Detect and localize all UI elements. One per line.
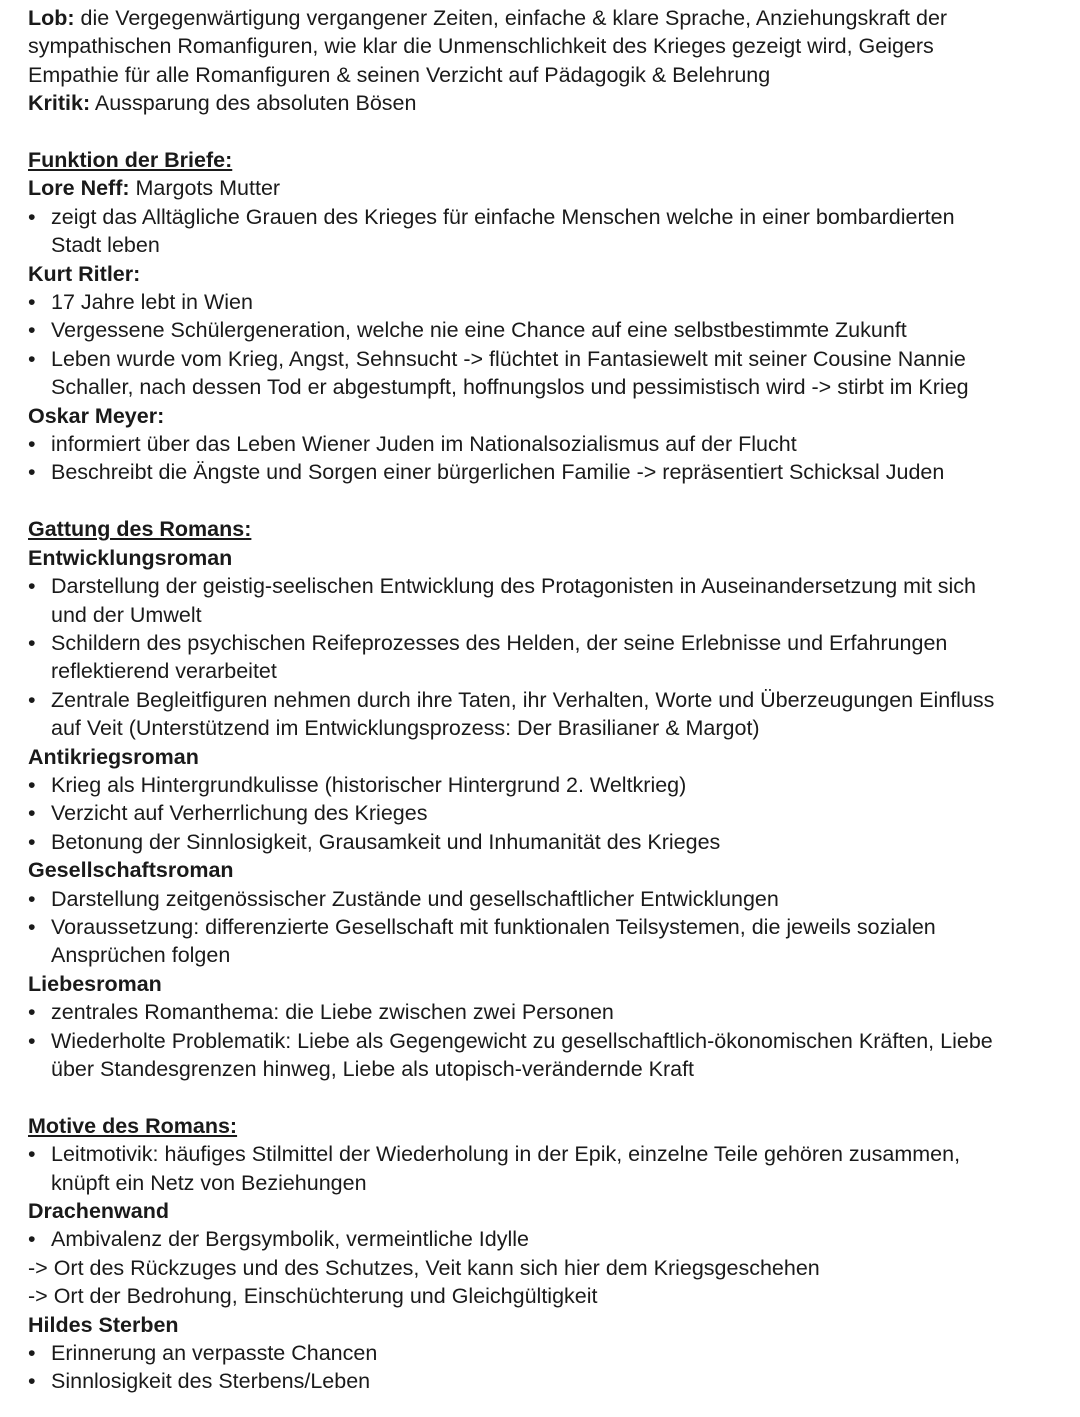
bullet-icon: • [28,1227,36,1252]
bullet-text: über Standesgrenzen hinweg, Liebe als utopisch-verändernde Kraft [51,1057,695,1081]
bullet-item [28,828,1068,856]
document-page [28,4,1068,1396]
bullet-icon: • [28,574,36,599]
bullet-icon: • [28,630,36,655]
bullet-text: Darstellung zeitgenössischer Zustände und gesellschaftlicher Entwicklungen [51,886,779,911]
oskar-label: Oskar Meyer: [28,403,165,428]
gesellschaft-label: Gesellschaftsroman [28,858,234,883]
bullet-item [28,885,1068,913]
bullet-text: Wiederholte Problematik: Liebe als Gegengewicht zu gesellschaftlich-ökonomischen Kräften, Liebe [51,1028,993,1053]
bullet-text: informiert über das Leben Wiener Juden im Nationalsozialismus auf der Flucht [51,432,797,457]
drachenwand-bullets [28,1225,1068,1253]
bullet-text: Stadt leben [51,233,160,258]
hilde-bullets [28,1339,1068,1396]
kurt-bullets [28,288,1068,402]
lore-bullets [28,203,1068,260]
bullet-text: knüpft ein Netz von Beziehungen [51,1170,367,1195]
bullet-item [28,430,1068,458]
lob-line-1 [28,4,1068,32]
bullet-text: Leben wurde vom Krieg, Angst, Sehnsucht -> flüchtet in Fantasiewelt mit seiner Cousine Nannie [51,346,966,371]
kritik-label: Kritik: [28,91,91,116]
bullet-icon: • [28,432,36,457]
bullet-icon: • [28,1341,36,1366]
bullet-item [28,345,1068,402]
bullet-text: Sinnlosigkeit des Sterbens/Leben [51,1369,371,1394]
bullet-text: Schildern des psychischen Reifeprozesses des Helden, der seine Erlebnisse und Erfahrungen [51,630,948,655]
bullet-icon: • [28,1142,36,1167]
bullet-item [28,998,1068,1026]
lore-text: Margots Mutter [129,176,281,201]
kurt-label: Kurt Ritler: [28,261,141,286]
lore-line [28,174,1068,202]
bullet-item [28,288,1068,316]
motive-heading: Motive des Romans: [28,1113,238,1138]
bullet-item [28,203,1068,260]
bullet-text: Erinnerung an verpasste Chancen [51,1341,378,1366]
bullet-text: Schaller, nach dessen Tod er abgestumpft, hoffnungslos und pessimistisch wird -> stirbt im Krieg [51,375,969,400]
bullet-text: reflektierend verarbeitet [51,659,277,684]
bullet-text: Vergessene Schülergeneration, welche nie eine Chance auf eine selbstbestimmte Zukunft [51,318,907,343]
bullet-icon: • [28,204,36,229]
entwicklung-bullets [28,572,1068,742]
gesellschaft-bullets [28,885,1068,970]
bullet-icon: • [28,1369,36,1394]
bullet-item [28,1367,1068,1395]
bullet-text: Darstellung der geistig-seelischen Entwicklung des Protagonisten in Auseinandersetzung mit sich [51,574,977,599]
bullet-item [28,458,1068,486]
lob-label: Lob: [28,6,75,30]
motive-intro-bullets [28,1140,1068,1197]
kritik-line [28,89,1068,117]
liebe-bullets [28,998,1068,1083]
bullet-icon: • [28,460,36,485]
bullet-icon: • [28,829,36,854]
antikrieg-label: Antikriegsroman [28,744,199,769]
drachenwand-label: Drachenwand [28,1199,169,1224]
bullet-icon: • [28,346,36,371]
bullet-text: zentrales Romanthema: die Liebe zwischen zwei Personen [51,1000,614,1025]
bullet-text: Leitmotivik: häufiges Stilmittel der Wiederholung in der Epik, einzelne Teile gehören zusammen, [51,1142,961,1167]
gattung-heading: Gattung des Romans: [28,517,252,542]
drachenwand-arrow-2: -> Ort der Bedrohung, Einschüchterung und Gleichgültigkeit [28,1284,598,1309]
oskar-bullets [28,430,1068,487]
bullet-item [28,572,1068,629]
bullet-icon: • [28,1028,36,1053]
bullet-item [28,1339,1068,1367]
bullet-text: 17 Jahre lebt in Wien [51,290,253,315]
bullet-text: zeigt das Alltägliche Grauen des Krieges für einfache Menschen welche in einer bombardierten [51,204,955,229]
bullet-icon: • [28,318,36,343]
bullet-item [28,1225,1068,1253]
antikrieg-bullets [28,771,1068,856]
bullet-icon: • [28,1000,36,1025]
bullet-item [28,1140,1068,1197]
bullet-text: Krieg als Hintergrundkulisse (historischer Hintergrund 2. Weltkrieg) [51,772,687,797]
bullet-item [28,1027,1068,1084]
lore-label: Lore Neff: [28,176,130,201]
entwicklung-label: Entwicklungsroman [28,545,233,570]
spacer [28,487,1068,515]
bullet-text: Voraussetzung: differenzierte Gesellschaft mit funktionalen Teilsystemen, die jeweils sozialen [51,914,936,939]
spacer [28,118,1068,146]
bullet-icon: • [28,290,36,315]
briefe-heading: Funktion der Briefe: [28,148,233,173]
bullet-text: Betonung der Sinnlosigkeit, Grausamkeit und Inhumanität des Krieges [51,829,721,854]
drachenwand-arrow-1: -> Ort des Rückzuges und des Schutzes, Veit kann sich hier dem Kriegsgeschehen [28,1255,820,1280]
liebe-label: Liebesroman [28,971,162,996]
kritik-text: Aussparung des absoluten Bösen [90,91,417,116]
lob-text-1: die Vergegenwärtigung vergangener Zeiten, einfache & klare Sprache, Anziehungskraft der [74,6,948,30]
bullet-text: Ambivalenz der Bergsymbolik, vermeintliche Idylle [51,1227,529,1252]
bullet-icon: • [28,886,36,911]
bullet-text: und der Umwelt [51,602,202,627]
bullet-text: auf Veit (Unterstützend im Entwicklungsprozess: Der Brasilianer & Margot) [51,716,760,741]
bullet-item [28,686,1068,743]
bullet-text: Beschreibt die Ängste und Sorgen einer bürgerlichen Familie -> repräsentiert Schicksal Juden [51,460,945,485]
bullet-item [28,913,1068,970]
bullet-item [28,799,1068,827]
bullet-text: Verzicht auf Verherrlichung des Krieges [51,801,428,826]
lob-line-3: Empathie für alle Romanfiguren & seinen Verzicht auf Pädagogik & Belehrung [28,62,771,87]
bullet-item [28,771,1068,799]
bullet-icon: • [28,801,36,826]
bullet-icon: • [28,914,36,939]
bullet-icon: • [28,772,36,797]
bullet-icon: • [28,687,36,712]
hilde-label: Hildes Sterben [28,1312,179,1337]
bullet-text: Zentrale Begleitfiguren nehmen durch ihre Taten, ihr Verhalten, Worte und Überzeugungen Einfluss [51,687,995,712]
bullet-text: Ansprüchen folgen [51,943,231,968]
lob-line-2: sympathischen Romanfiguren, wie klar die Unmenschlichkeit des Krieges gezeigt wird, Geigers [28,34,934,59]
bullet-item [28,316,1068,344]
bullet-item [28,629,1068,686]
spacer [28,1083,1068,1111]
